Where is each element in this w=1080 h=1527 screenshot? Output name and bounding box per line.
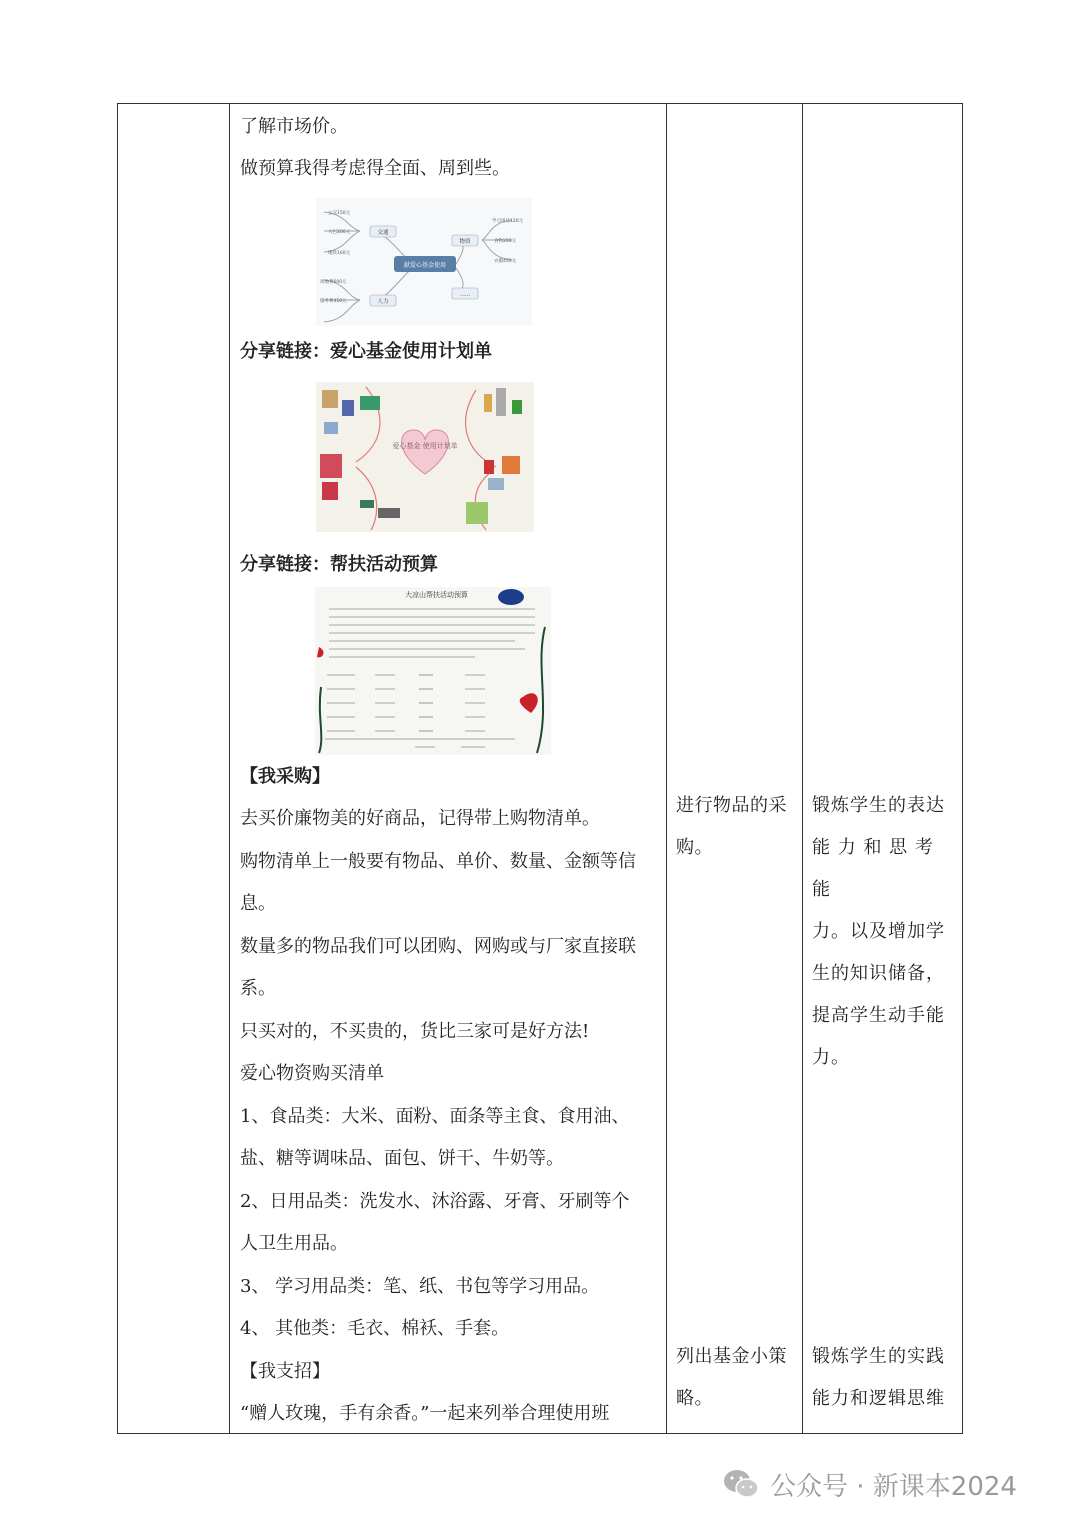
design-intent-buy xyxy=(812,785,958,1079)
text-buy-2b: 息。 xyxy=(240,893,276,914)
text-buy-1: 去买价廉物美的好商品，记得带上购物清单。 xyxy=(240,808,600,829)
mindmap-leaf: 场地费600元 xyxy=(320,280,347,285)
design-intent-strategy xyxy=(812,1336,958,1420)
text-list-2b: 人卫生用品。 xyxy=(240,1233,348,1254)
mindmap-node-manpower: 人力 xyxy=(377,299,389,305)
column-divider-2 xyxy=(666,104,667,1433)
watermark-text: 公众号 · 新课本2024 xyxy=(770,1471,1017,1502)
budget-handwritten-image xyxy=(315,587,551,755)
text-buy-2a: 购物清单上一般要有物品、单价、数量、金额等信 xyxy=(240,851,636,872)
text-budget-consider: 做预算我得考虑得全面、周到些。 xyxy=(240,158,510,179)
mindmap-leaf: 衣服450元 xyxy=(494,259,517,264)
mindmap-node-more: ...... xyxy=(459,292,471,298)
text-buy-4: 只买对的，不买贵的，货比三家可是好方法! xyxy=(240,1021,590,1042)
text-list-4: 4、 其他类：毛衣、棉袄、手套。 xyxy=(240,1318,510,1339)
text-buy-3b: 系。 xyxy=(240,978,276,999)
student-activity-line: 略。 xyxy=(676,1388,713,1409)
design-intent-line: 锻炼学生的实践 xyxy=(812,1346,945,1367)
watermark xyxy=(722,1466,1017,1502)
mindmap-node-items: 物资 xyxy=(459,239,471,245)
mindmap-leaf: 服务费450元 xyxy=(320,299,347,304)
mindmap-leaf: 食物200元 xyxy=(494,239,517,244)
text-market-price: 了解市场价。 xyxy=(240,116,348,137)
section-heading-tip: 【我支招】 xyxy=(240,1361,330,1382)
text-list-1b: 盐、糖等调味品、面包、饼干、牛奶等。 xyxy=(240,1148,564,1169)
student-activity-line: 进行物品的采 xyxy=(676,795,787,816)
student-activity-buy xyxy=(676,785,800,869)
plan-drawing-title: 爱心基金 使用计划单 xyxy=(392,442,458,450)
student-activity-line: 购。 xyxy=(676,837,713,858)
mindmap-leaf: 公交150元 xyxy=(328,211,351,216)
student-activity-line: 列出基金小策 xyxy=(676,1346,787,1367)
budget-title: 大凉山帮扶活动预算 xyxy=(405,591,468,599)
design-intent-line: 能 力 和 思 考 能 xyxy=(812,837,934,900)
text-tip-1: “赠人玫瑰，手有余香。”一起来列举合理使用班 xyxy=(240,1403,610,1424)
lesson-table xyxy=(117,103,963,1434)
mindmap-center: 献爱心基金使用 xyxy=(403,262,447,269)
text-list-1a: 1、食品类：大米、面粉、面条等主食、食用油、 xyxy=(240,1106,630,1127)
text-list-2a: 2、日用品类：洗发水、沐浴露、牙膏、牙刷等个 xyxy=(240,1191,630,1212)
design-intent-line: 生的知识储备， xyxy=(812,963,945,984)
column-divider-1 xyxy=(229,104,230,1433)
mindmap-leaf: 地铁160元 xyxy=(328,251,351,256)
text-list-3: 3、 学习用品类：笔、纸、书包等学习用品。 xyxy=(240,1276,600,1297)
student-activity-strategy xyxy=(676,1336,800,1420)
column-divider-3 xyxy=(802,104,803,1433)
mindmap-node-transport: 交通 xyxy=(377,230,389,236)
share-link-plan: 分享链接：爱心基金使用计划单 xyxy=(240,341,492,362)
mindmap-leaf: 大巴200元 xyxy=(328,230,351,235)
text-shopping-list-title: 爱心物资购买清单 xyxy=(240,1063,384,1084)
share-link-budget: 分享链接：帮扶活动预算 xyxy=(240,554,438,575)
design-intent-line: 能力和逻辑思维 xyxy=(812,1388,945,1409)
design-intent-line: 锻炼学生的表达 xyxy=(812,795,945,816)
design-intent-line: 力。以及增加学 xyxy=(812,921,945,942)
design-intent-line: 提高学生动手能 xyxy=(812,1005,945,1026)
mindmap-leaf: 学习用品120元 xyxy=(492,219,524,224)
section-heading-buy: 【我采购】 xyxy=(240,766,330,787)
mindmap-image xyxy=(316,198,532,326)
plan-drawing-image xyxy=(316,382,534,532)
wechat-icon xyxy=(722,1468,760,1500)
text-buy-3a: 数量多的物品我们可以团购、网购或与厂家直接联 xyxy=(240,936,636,957)
design-intent-line: 力。 xyxy=(812,1047,850,1068)
